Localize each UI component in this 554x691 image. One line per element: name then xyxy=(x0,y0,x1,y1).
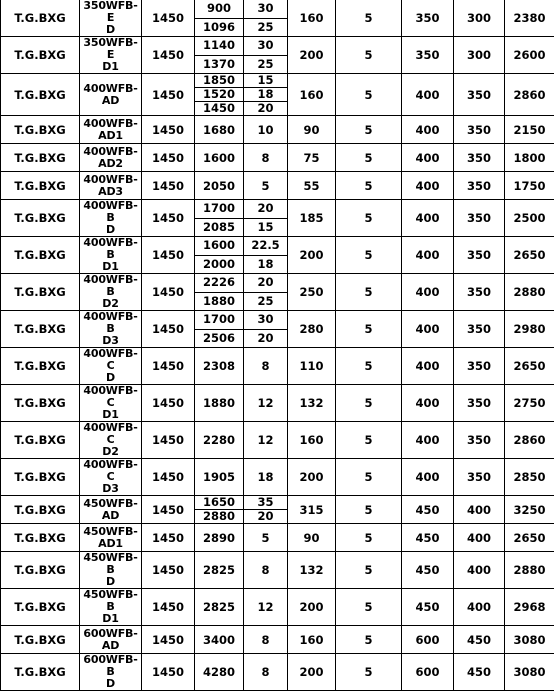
flow-cell: 1700 xyxy=(195,200,244,219)
table-row xyxy=(1,144,554,172)
series-cell: T.G.BXG xyxy=(1,274,80,311)
inlet-cell: 400 xyxy=(402,172,454,200)
poles-cell: 5 xyxy=(336,274,402,311)
outlet-cell: 350 xyxy=(454,385,505,422)
inlet-cell: 600 xyxy=(402,654,454,691)
poles-cell: 5 xyxy=(336,116,402,144)
model-line: 400WFB- xyxy=(83,173,137,186)
head-cell: 18 xyxy=(244,459,288,496)
outlet-cell: 450 xyxy=(454,626,505,654)
model-line: D1 xyxy=(102,260,118,273)
head-cell: 5 xyxy=(244,172,288,200)
power-cell: 200 xyxy=(288,37,336,74)
flow-cell: 1600 xyxy=(195,144,244,172)
model-cell xyxy=(80,626,142,654)
series-cell: T.G.BXG xyxy=(1,348,80,385)
speed-cell: 1450 xyxy=(142,654,195,691)
table-row xyxy=(1,626,554,654)
series-cell: T.G.BXG xyxy=(1,626,80,654)
model-line: 600WFB- xyxy=(83,627,137,640)
model-cell xyxy=(80,654,142,691)
outlet-cell: 400 xyxy=(454,589,505,626)
model-line: 400WFB-B xyxy=(83,311,137,336)
power-cell: 110 xyxy=(288,348,336,385)
outlet-cell: 300 xyxy=(454,0,505,37)
model-line: 600WFB-B xyxy=(83,654,137,679)
model-line: 400WFB-C xyxy=(83,385,137,410)
speed-cell: 1450 xyxy=(142,172,195,200)
poles-cell: 5 xyxy=(336,144,402,172)
series-cell: T.G.BXG xyxy=(1,116,80,144)
outlet-cell: 350 xyxy=(454,348,505,385)
speed-cell: 1450 xyxy=(142,626,195,654)
series-cell: T.G.BXG xyxy=(1,74,80,116)
inlet-cell: 400 xyxy=(402,348,454,385)
model-line: D1 xyxy=(102,60,118,73)
series-cell: T.G.BXG xyxy=(1,0,80,37)
flow-cell: 2308 xyxy=(195,348,244,385)
head-cell: 12 xyxy=(244,589,288,626)
table-row xyxy=(1,496,554,510)
outlet-cell: 400 xyxy=(454,552,505,589)
flow-cell: 2280 xyxy=(195,422,244,459)
flow-cell: 1600 xyxy=(195,237,244,256)
inlet-cell: 600 xyxy=(402,626,454,654)
outlet-cell: 350 xyxy=(454,116,505,144)
model-cell xyxy=(80,552,142,589)
model-line: D1 xyxy=(102,408,118,421)
table-row xyxy=(1,422,554,459)
head-cell: 20 xyxy=(244,200,288,219)
power-cell: 200 xyxy=(288,237,336,274)
head-cell: 8 xyxy=(244,626,288,654)
model-cell xyxy=(80,144,142,172)
length-cell: 3080 xyxy=(505,626,554,654)
flow-cell: 1880 xyxy=(195,292,244,311)
inlet-cell: 450 xyxy=(402,552,454,589)
model-line: 450WFB- xyxy=(83,525,137,538)
model-line: 400WFB-C xyxy=(83,348,137,373)
outlet-cell: 350 xyxy=(454,144,505,172)
speed-cell: 1450 xyxy=(142,144,195,172)
head-cell: 15 xyxy=(244,218,288,237)
outlet-cell: 350 xyxy=(454,74,505,116)
flow-cell: 1096 xyxy=(195,18,244,37)
model-line: D2 xyxy=(102,445,118,458)
model-cell xyxy=(80,172,142,200)
speed-cell: 1450 xyxy=(142,552,195,589)
model-cell xyxy=(80,237,142,274)
head-cell: 8 xyxy=(244,348,288,385)
flow-cell: 1700 xyxy=(195,311,244,330)
model-line: 350WFB-E xyxy=(83,37,137,62)
poles-cell: 5 xyxy=(336,626,402,654)
table-row xyxy=(1,385,554,422)
flow-cell: 1905 xyxy=(195,459,244,496)
model-cell xyxy=(80,0,142,37)
series-cell: T.G.BXG xyxy=(1,200,80,237)
speed-cell: 1450 xyxy=(142,348,195,385)
table-row xyxy=(1,274,554,293)
outlet-cell: 400 xyxy=(454,524,505,552)
model-line: 400WFB-C xyxy=(83,422,137,447)
model-cell xyxy=(80,385,142,422)
head-cell: 30 xyxy=(244,0,288,18)
model-line: 400WFB- xyxy=(83,82,137,95)
table-body xyxy=(1,0,554,691)
outlet-cell: 350 xyxy=(454,422,505,459)
length-cell: 2880 xyxy=(505,274,554,311)
poles-cell: 5 xyxy=(336,348,402,385)
model-line: D2 xyxy=(102,297,118,310)
poles-cell: 5 xyxy=(336,552,402,589)
head-cell: 20 xyxy=(244,102,288,116)
model-line: AD xyxy=(102,509,119,522)
series-cell: T.G.BXG xyxy=(1,524,80,552)
power-cell: 250 xyxy=(288,274,336,311)
inlet-cell: 400 xyxy=(402,116,454,144)
outlet-cell: 350 xyxy=(454,274,505,311)
model-cell xyxy=(80,348,142,385)
model-cell xyxy=(80,496,142,524)
head-cell: 35 xyxy=(244,496,288,510)
flow-cell: 1680 xyxy=(195,116,244,144)
poles-cell: 5 xyxy=(336,311,402,348)
poles-cell: 5 xyxy=(336,654,402,691)
model-line: D xyxy=(106,223,115,236)
table-row xyxy=(1,237,554,256)
table-row xyxy=(1,116,554,144)
table-row xyxy=(1,37,554,56)
series-cell: T.G.BXG xyxy=(1,237,80,274)
power-cell: 90 xyxy=(288,116,336,144)
length-cell: 2750 xyxy=(505,385,554,422)
model-cell xyxy=(80,200,142,237)
table-row xyxy=(1,459,554,496)
model-line: D3 xyxy=(102,482,118,495)
inlet-cell: 400 xyxy=(402,422,454,459)
model-line: D1 xyxy=(102,612,118,625)
head-cell: 30 xyxy=(244,311,288,330)
head-cell: 8 xyxy=(244,654,288,691)
length-cell: 2860 xyxy=(505,422,554,459)
length-cell: 2980 xyxy=(505,311,554,348)
inlet-cell: 450 xyxy=(402,524,454,552)
speed-cell: 1450 xyxy=(142,459,195,496)
flow-cell: 2890 xyxy=(195,524,244,552)
flow-cell: 2880 xyxy=(195,510,244,524)
series-cell: T.G.BXG xyxy=(1,37,80,74)
model-cell xyxy=(80,589,142,626)
length-cell: 2600 xyxy=(505,37,554,74)
length-cell: 2968 xyxy=(505,589,554,626)
outlet-cell: 300 xyxy=(454,37,505,74)
head-cell: 15 xyxy=(244,74,288,88)
poles-cell: 5 xyxy=(336,0,402,37)
flow-cell: 2000 xyxy=(195,255,244,274)
model-cell xyxy=(80,274,142,311)
power-cell: 315 xyxy=(288,496,336,524)
poles-cell: 5 xyxy=(336,524,402,552)
series-cell: T.G.BXG xyxy=(1,144,80,172)
outlet-cell: 350 xyxy=(454,459,505,496)
length-cell: 1750 xyxy=(505,172,554,200)
flow-cell: 4280 xyxy=(195,654,244,691)
poles-cell: 5 xyxy=(336,200,402,237)
speed-cell: 1450 xyxy=(142,74,195,116)
poles-cell: 5 xyxy=(336,385,402,422)
model-line: 450WFB- xyxy=(83,497,137,510)
model-line: AD xyxy=(102,94,119,107)
flow-cell: 1850 xyxy=(195,74,244,88)
length-cell: 2860 xyxy=(505,74,554,116)
speed-cell: 1450 xyxy=(142,116,195,144)
model-line: AD3 xyxy=(98,185,123,198)
speed-cell: 1450 xyxy=(142,0,195,37)
head-cell: 5 xyxy=(244,524,288,552)
model-line: 400WFB-C xyxy=(83,459,137,484)
poles-cell: 5 xyxy=(336,422,402,459)
model-cell xyxy=(80,37,142,74)
speed-cell: 1450 xyxy=(142,589,195,626)
inlet-cell: 400 xyxy=(402,274,454,311)
series-cell: T.G.BXG xyxy=(1,552,80,589)
series-cell: T.G.BXG xyxy=(1,172,80,200)
length-cell: 2500 xyxy=(505,200,554,237)
outlet-cell: 350 xyxy=(454,172,505,200)
power-cell: 75 xyxy=(288,144,336,172)
poles-cell: 5 xyxy=(336,496,402,524)
flow-cell: 900 xyxy=(195,0,244,18)
model-line: D xyxy=(106,23,115,36)
model-line: AD1 xyxy=(98,537,123,550)
poles-cell: 5 xyxy=(336,589,402,626)
model-line: 400WFB-B xyxy=(83,274,137,299)
model-cell xyxy=(80,74,142,116)
table-row xyxy=(1,654,554,691)
speed-cell: 1450 xyxy=(142,422,195,459)
length-cell: 2850 xyxy=(505,459,554,496)
model-line: 450WFB-B xyxy=(83,552,137,577)
series-cell: T.G.BXG xyxy=(1,654,80,691)
model-line: 400WFB-B xyxy=(83,200,137,225)
speed-cell: 1450 xyxy=(142,200,195,237)
series-cell: T.G.BXG xyxy=(1,385,80,422)
table-row xyxy=(1,200,554,219)
flow-cell: 1140 xyxy=(195,37,244,56)
flow-cell: 2050 xyxy=(195,172,244,200)
head-cell: 25 xyxy=(244,18,288,37)
length-cell: 2650 xyxy=(505,348,554,385)
model-line: AD2 xyxy=(98,157,123,170)
speed-cell: 1450 xyxy=(142,311,195,348)
model-line: D xyxy=(106,371,115,384)
poles-cell: 5 xyxy=(336,459,402,496)
speed-cell: 1450 xyxy=(142,496,195,524)
power-cell: 132 xyxy=(288,552,336,589)
flow-cell: 1520 xyxy=(195,88,244,102)
model-cell xyxy=(80,422,142,459)
table-row xyxy=(1,524,554,552)
flow-cell: 3400 xyxy=(195,626,244,654)
inlet-cell: 350 xyxy=(402,0,454,37)
head-cell: 20 xyxy=(244,329,288,348)
head-cell: 18 xyxy=(244,88,288,102)
flow-cell: 2506 xyxy=(195,329,244,348)
model-line: AD1 xyxy=(98,129,123,142)
length-cell: 2650 xyxy=(505,237,554,274)
series-cell: T.G.BXG xyxy=(1,422,80,459)
power-cell: 160 xyxy=(288,626,336,654)
speed-cell: 1450 xyxy=(142,274,195,311)
outlet-cell: 350 xyxy=(454,200,505,237)
head-cell: 18 xyxy=(244,255,288,274)
speed-cell: 1450 xyxy=(142,37,195,74)
power-cell: 160 xyxy=(288,74,336,116)
inlet-cell: 350 xyxy=(402,37,454,74)
flow-cell: 2825 xyxy=(195,589,244,626)
power-cell: 185 xyxy=(288,200,336,237)
outlet-cell: 350 xyxy=(454,311,505,348)
poles-cell: 5 xyxy=(336,172,402,200)
flow-cell: 1450 xyxy=(195,102,244,116)
power-cell: 280 xyxy=(288,311,336,348)
model-cell xyxy=(80,459,142,496)
flow-cell: 1650 xyxy=(195,496,244,510)
model-line: D xyxy=(106,677,115,690)
model-line: AD xyxy=(102,639,119,652)
inlet-cell: 400 xyxy=(402,144,454,172)
table-row xyxy=(1,0,554,18)
head-cell: 8 xyxy=(244,144,288,172)
head-cell: 8 xyxy=(244,552,288,589)
flow-cell: 2825 xyxy=(195,552,244,589)
model-line: 400WFB- xyxy=(83,145,137,158)
power-cell: 55 xyxy=(288,172,336,200)
power-cell: 90 xyxy=(288,524,336,552)
inlet-cell: 400 xyxy=(402,200,454,237)
head-cell: 12 xyxy=(244,422,288,459)
poles-cell: 5 xyxy=(336,37,402,74)
inlet-cell: 400 xyxy=(402,74,454,116)
power-cell: 160 xyxy=(288,0,336,37)
length-cell: 3080 xyxy=(505,654,554,691)
length-cell: 1800 xyxy=(505,144,554,172)
table-row xyxy=(1,348,554,385)
flow-cell: 1370 xyxy=(195,55,244,74)
speed-cell: 1450 xyxy=(142,524,195,552)
head-cell: 25 xyxy=(244,292,288,311)
model-line: 350WFB-E xyxy=(83,0,137,24)
head-cell: 10 xyxy=(244,116,288,144)
length-cell: 2380 xyxy=(505,0,554,37)
inlet-cell: 400 xyxy=(402,311,454,348)
head-cell: 25 xyxy=(244,55,288,74)
speed-cell: 1450 xyxy=(142,237,195,274)
power-cell: 200 xyxy=(288,654,336,691)
speed-cell: 1450 xyxy=(142,385,195,422)
table-row xyxy=(1,311,554,330)
inlet-cell: 400 xyxy=(402,237,454,274)
flow-cell: 2085 xyxy=(195,218,244,237)
flow-cell: 2226 xyxy=(195,274,244,293)
model-line: 450WFB-B xyxy=(83,589,137,614)
length-cell: 3250 xyxy=(505,496,554,524)
table-row xyxy=(1,589,554,626)
series-cell: T.G.BXG xyxy=(1,311,80,348)
poles-cell: 5 xyxy=(336,74,402,116)
length-cell: 2650 xyxy=(505,524,554,552)
inlet-cell: 450 xyxy=(402,496,454,524)
inlet-cell: 400 xyxy=(402,385,454,422)
series-cell: T.G.BXG xyxy=(1,589,80,626)
poles-cell: 5 xyxy=(336,237,402,274)
inlet-cell: 400 xyxy=(402,459,454,496)
head-cell: 20 xyxy=(244,274,288,293)
length-cell: 2880 xyxy=(505,552,554,589)
model-cell xyxy=(80,116,142,144)
model-line: D xyxy=(106,575,115,588)
power-cell: 132 xyxy=(288,385,336,422)
series-cell: T.G.BXG xyxy=(1,459,80,496)
series-cell: T.G.BXG xyxy=(1,496,80,524)
model-line: D3 xyxy=(102,334,118,347)
power-cell: 200 xyxy=(288,589,336,626)
outlet-cell: 450 xyxy=(454,654,505,691)
outlet-cell: 350 xyxy=(454,237,505,274)
model-cell xyxy=(80,524,142,552)
head-cell: 30 xyxy=(244,37,288,56)
power-cell: 160 xyxy=(288,422,336,459)
outlet-cell: 400 xyxy=(454,496,505,524)
head-cell: 20 xyxy=(244,510,288,524)
flow-cell: 1880 xyxy=(195,385,244,422)
table-row xyxy=(1,172,554,200)
head-cell: 12 xyxy=(244,385,288,422)
power-cell: 200 xyxy=(288,459,336,496)
table-row xyxy=(1,552,554,589)
model-line: 400WFB- xyxy=(83,117,137,130)
model-cell xyxy=(80,311,142,348)
length-cell: 2150 xyxy=(505,116,554,144)
table-row xyxy=(1,74,554,88)
inlet-cell: 450 xyxy=(402,589,454,626)
head-cell: 22.5 xyxy=(244,237,288,256)
model-line: 400WFB-B xyxy=(83,237,137,262)
